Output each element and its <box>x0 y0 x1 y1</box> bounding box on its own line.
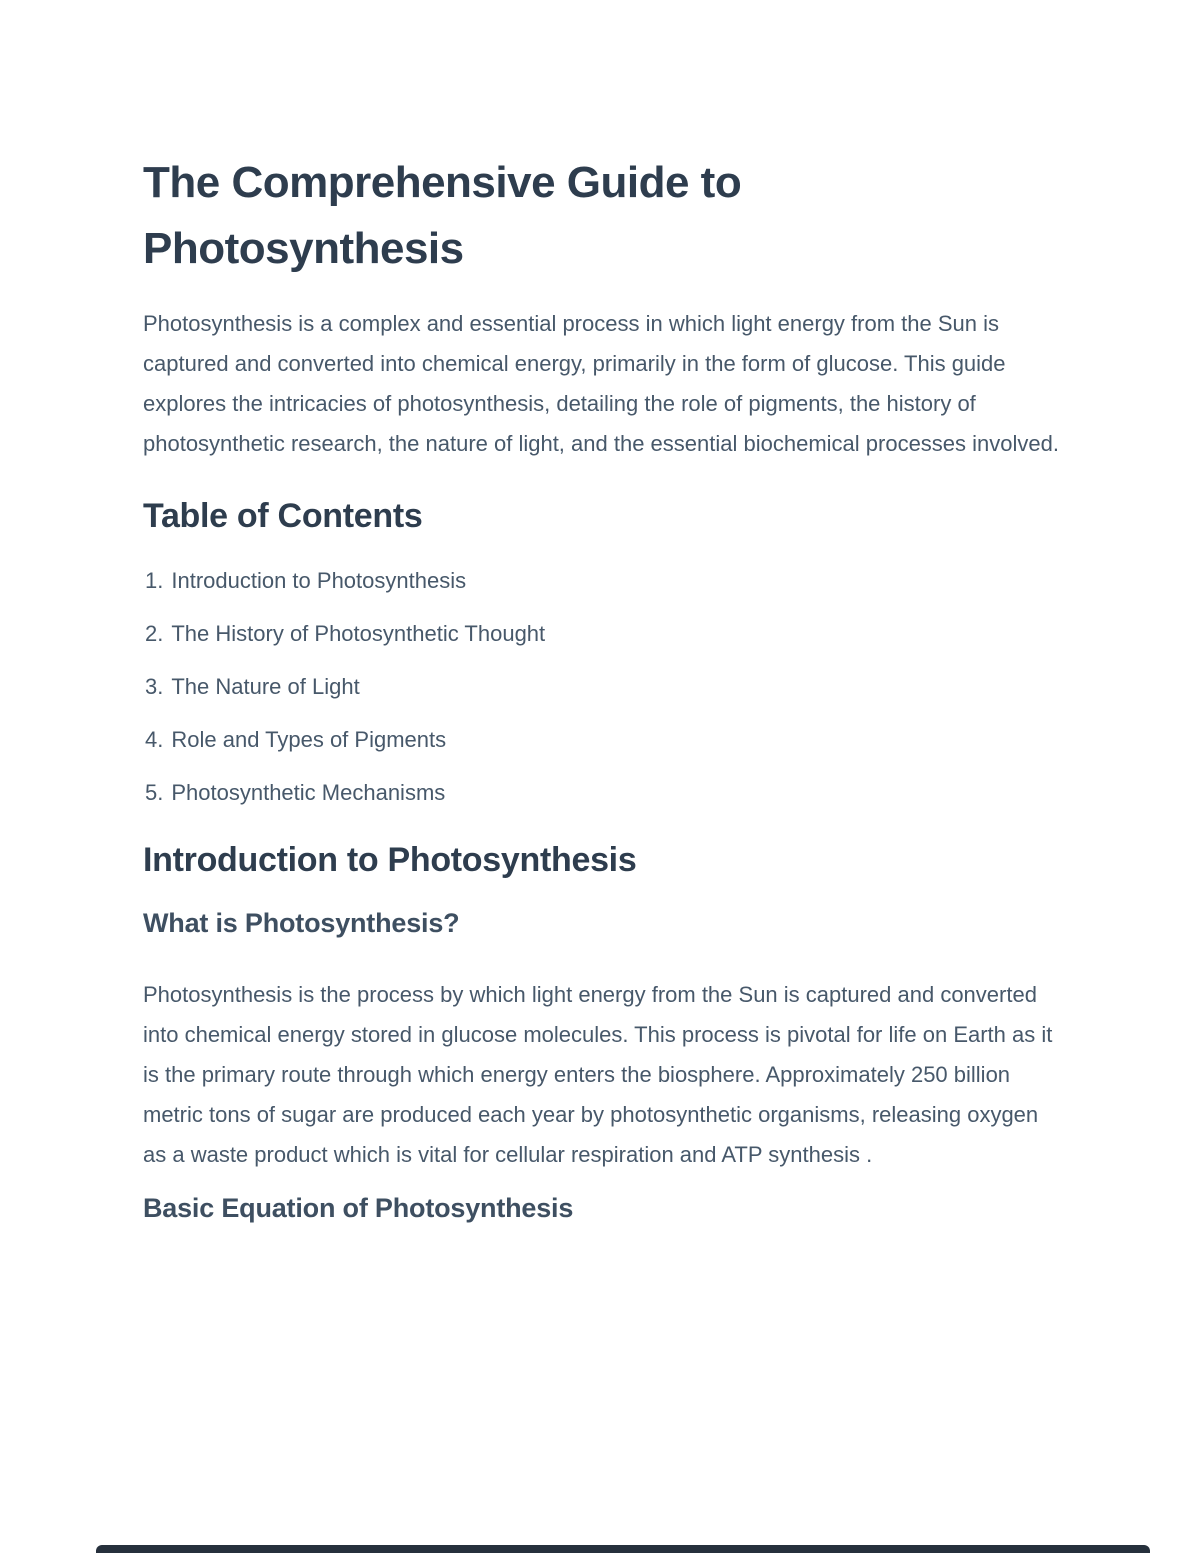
code-block-partial-top-edge <box>96 1545 1150 1553</box>
toc-item-label: Introduction to Photosynthesis <box>171 568 467 593</box>
toc-item-number: 4. <box>145 727 164 752</box>
toc-item-introduction <box>145 566 1060 596</box>
toc-item-number: 2. <box>145 621 164 646</box>
toc-item-mechanisms <box>145 778 1060 808</box>
what-is-photosynthesis-paragraph: Photosynthesis is the process by which light energy from the Sun is captured and converted into chemical energy stored in glucose molecules. This process is pivotal for life on Earth as it is the primary route through which energy enters the biosphere. Approximately 250 billion metric tons of sugar are produced each year by photosynthetic organisms, releasing oxygen as a waste product which is vital for cellular respiration and ATP synthesis . <box>143 982 1053 1167</box>
toc-item-number: 5. <box>145 780 164 805</box>
toc-item-label: Role and Types of Pigments <box>171 727 447 752</box>
toc-item-pigments <box>145 725 1060 755</box>
subsection-heading-basic-equation: Basic Equation of Photosynthesis <box>143 1193 574 1223</box>
toc-list <box>143 566 1060 808</box>
toc-item-history <box>145 619 1060 649</box>
toc-item-nature-of-light <box>145 672 1060 702</box>
toc-item-label: The Nature of Light <box>171 674 360 699</box>
toc-heading: Table of Contents <box>143 497 423 535</box>
section-heading-introduction: Introduction to Photosynthesis <box>143 841 637 879</box>
toc-item-label: The History of Photosynthetic Thought <box>171 621 546 646</box>
page-title: The Comprehensive Guide to Photosynthesis <box>143 158 742 273</box>
toc-item-number: 1. <box>145 568 164 593</box>
toc-item-number: 3. <box>145 674 164 699</box>
subsection-heading-what-is-photosynthesis: What is Photosynthesis? <box>143 908 460 938</box>
toc-item-label: Photosynthetic Mechanisms <box>171 780 446 805</box>
intro-paragraph: Photosynthesis is a complex and essential process in which light energy from the Sun is captured and converted into chemical energy, primarily in the form of glucose. This guide explores the intricacies of photosynthesis, detailing the role of pigments, the history of photosynthetic research, the nature of light, and the essential biochemical processes involved. <box>143 311 1059 456</box>
